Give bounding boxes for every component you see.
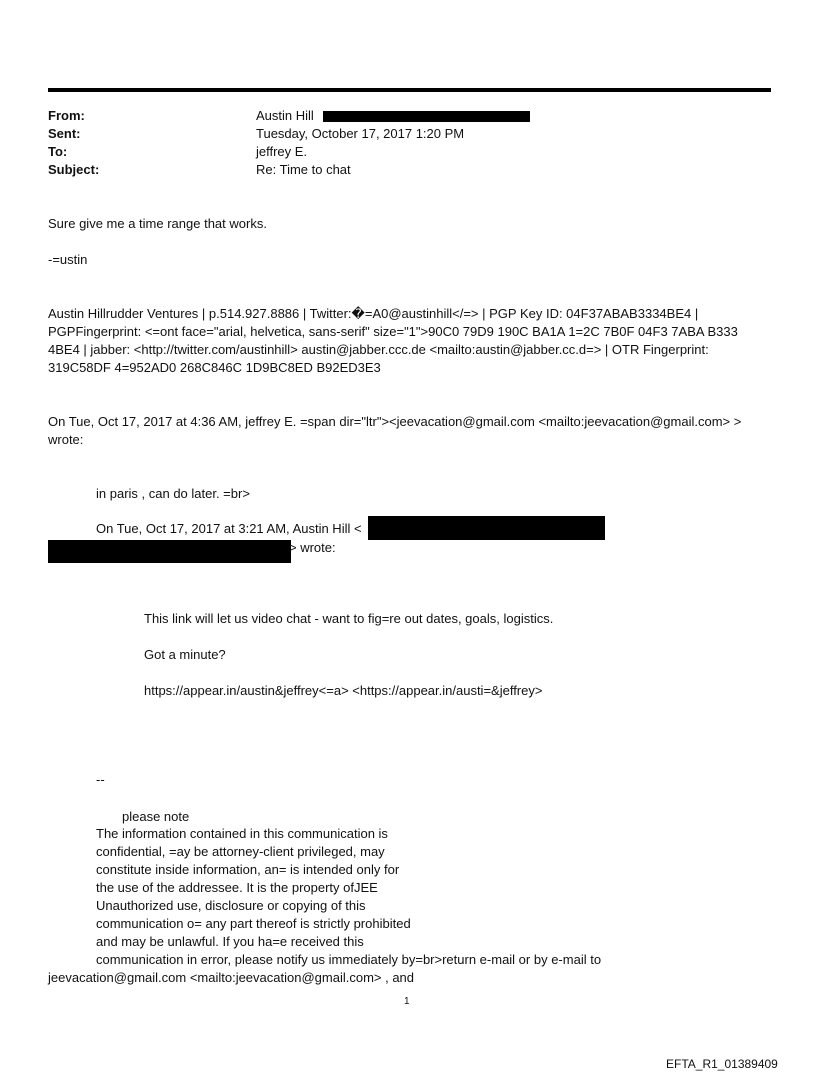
note-line: communication o= any part thereof is strictly prohibited [96,916,411,931]
redaction-box [323,111,530,122]
note-last-line: jeevacation@gmail.com <mailto:jeevacation@gmail.com> , and [48,970,415,985]
quote2-header-end: > wrote: [289,540,336,555]
to-value: jeffrey E. [256,144,308,159]
quote2-line: https://appear.in/austin&jeffrey<=a> <https://appear.in/austi=&jeffrey> [144,683,543,698]
header-rule [48,88,771,92]
subject-label: Subject: [48,162,100,177]
redaction-box [48,540,291,563]
dashes: -- [96,772,105,787]
sent-value: Tuesday, October 17, 2017 1:20 PM [256,126,465,141]
note-line: The information contained in this communication is [96,826,388,841]
note-line: and may be unlawful. If you ha=e received this [96,934,364,949]
signature-line: 4BE4 | jabber: <http://twitter.com/austinhill> austin@jabber.ccc.de <mailto:austin@jabber.cc.d=> | OTR Fingerprint: [48,342,709,357]
quote2-line: This link will let us video chat - want to fig=re out dates, goals, logistics. [144,611,554,626]
quote2-line: Got a minute? [144,647,226,662]
page-number: 1 [404,996,410,1007]
quote1-header-line: On Tue, Oct 17, 2017 at 4:36 AM, jeffrey E. =span dir="ltr"><jeevacation@gmail.com <mailto:jeevacation@gmail.com> > [48,414,742,429]
from-label: From: [48,108,85,123]
note-line: constitute inside information, an= is intended only for [96,862,400,877]
note-title: please note [122,809,190,824]
note-line: Unauthorized use, disclosure or copying of this [96,898,366,913]
subject-value: Re: Time to chat [256,162,351,177]
signature-line: PGPFingerprint: <=ont face="arial, helvetica, sans-serif" size="1">90C0 79D9 190C BA1A 1=2C 7B0F 04F3 7ABA B333 [48,324,738,339]
signature-line: Austin Hillrudder Ventures | p.514.927.8886 | Twitter:�=A0@austinhill</=> | PGP Key ID: 04F37ABAB3334BE4 | [48,306,699,321]
quote1-text: in paris , can do later. =br> [96,486,250,501]
quote2-header-start: On Tue, Oct 17, 2017 at 3:21 AM, Austin Hill < [96,521,362,536]
body-line-2: -=ustin [48,252,88,267]
document-id: EFTA_R1_01389409 [666,1057,778,1071]
body-line-1: Sure give me a time range that works. [48,216,267,231]
note-line: confidential, =ay be attorney-client privileged, may [96,844,385,859]
note-line: the use of the addressee. It is the property ofJEE [96,880,378,895]
quote1-header-line: wrote: [48,432,84,447]
note-line: communication in error, please notify us immediately by=br>return e-mail or by e-mail to [96,952,602,967]
redaction-box [368,516,605,540]
to-label: To: [48,144,68,159]
sent-label: Sent: [48,126,81,141]
from-value: Austin Hill [256,108,314,123]
signature-line: 319C58DF 4=952AD0 268C846C 1D9BC8ED B92ED3E3 [48,360,381,375]
